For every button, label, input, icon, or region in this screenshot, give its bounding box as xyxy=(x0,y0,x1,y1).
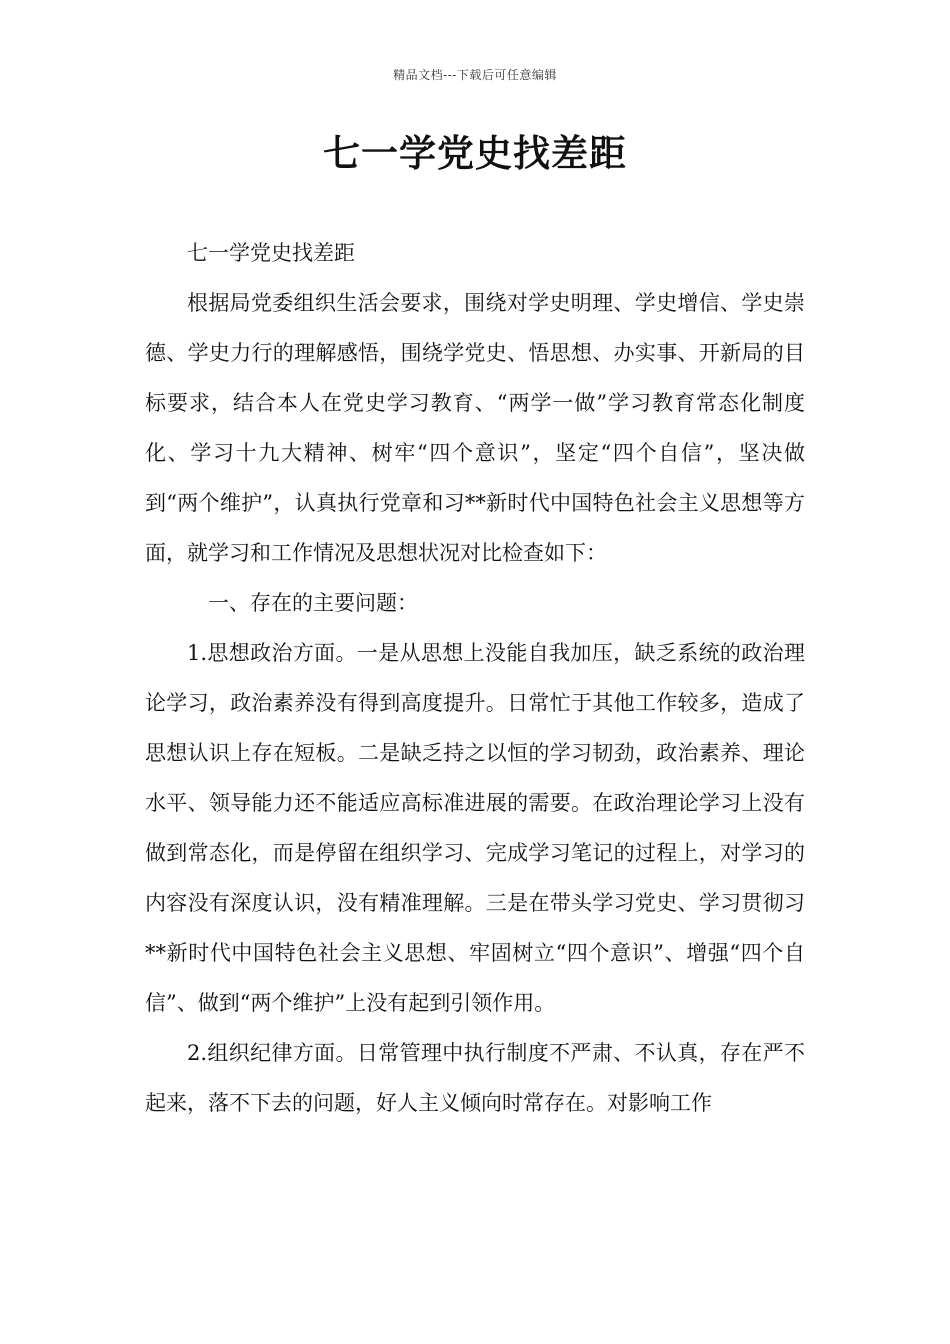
body-paragraph: 2.组织纪律方面。日常管理中执行制度不严肃、不认真，存在严不起来，落不下去的问题，好人主义倾向时常存在。对影响工作 xyxy=(145,1041,805,1115)
subtitle-paragraph: 七一学党史找差距 xyxy=(187,241,355,265)
document-body xyxy=(145,228,805,1128)
intro-paragraph: 根据局党委组织生活会要求，围绕对学史明理、学史增信、学史崇德、学史力行的理解感悟，围绕学党史、悟思想、办实事、开新局的目标要求，结合本人在党史学习教育、“两学一做”学习教育常态化制度化、学习十九大精神、树牢“四个意识”，坚定“四个自信”，坚决做到“两个维护”，认真执行党章和习**新时代中国特色社会主义思想等方面，就学习和工作情况及思想状况对比检查如下： xyxy=(145,291,805,565)
section-heading: 一、存在的主要问题： xyxy=(208,591,418,615)
document-title: 七一学党史找差距 xyxy=(323,131,627,175)
page-header: 精品文档---下载后可任意编辑 xyxy=(393,68,557,82)
body-paragraph: 1.思想政治方面。一是从思想上没能自我加压，缺乏系统的政治理论学习，政治素养没有得到高度提升。日常忙于其他工作较多，造成了思想认识上存在短板。二是缺乏持之以恒的学习韧劲，政治素养、理论水平、领导能力还不能适应高标准进展的需要。在政治理论学习上没有做到常态化，而是停留在组织学习、完成学习笔记的过程上，对学习的内容没有深度认识，没有精准理解。三是在带头学习党史、学习贯彻习**新时代中国特色社会主义思想、牢固树立“四个意识”、增强“四个自信”、做到“两个维护”上没有起到引领作用。 xyxy=(145,641,805,1015)
